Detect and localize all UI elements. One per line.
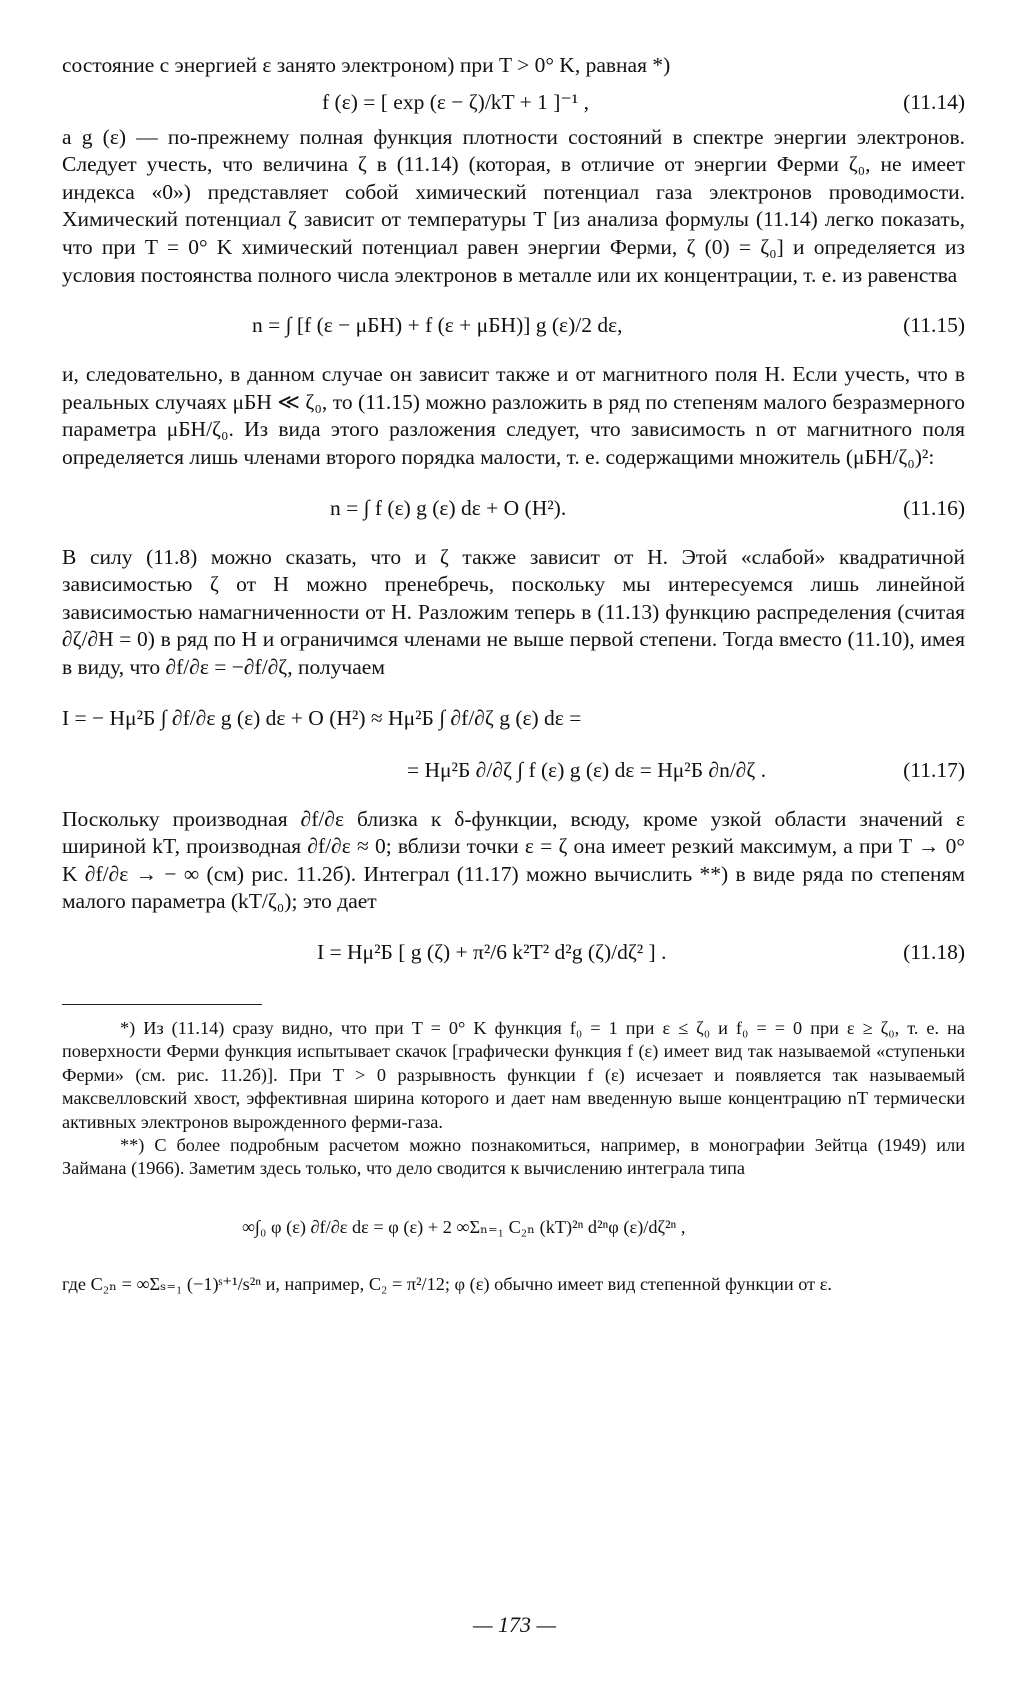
equation-11-17-line1 — [62, 692, 965, 744]
equation-body: I = − Hμ²Б ∫ ∂f/∂ε g (ε) dε + O (H²) ≈ Hμ²Б ∫ ∂f/∂ζ g (ε) dε = — [62, 705, 582, 730]
equation-11-17-line2 — [62, 744, 965, 796]
equation-11-16 — [62, 482, 965, 534]
footnote-2: **) С более подробным расчетом можно познакомиться, например, в монографии Зейтца (1949) или Займана (1966). Заметим здесь только, что дело сводится к вычислению интеграла типа — [62, 1134, 965, 1179]
footnote-1: *) Из (11.14) сразу видно, что при T = 0° K функция f₀ = 1 при ε ≤ ζ₀ и f₀ = = 0 при ε ≥ ζ₀, т. е. на поверхности Ферми функция испытывает скачок [графически функция f (ε) имеет вид так называемой «ступеньки Ферми» (см. рис. 11.2б)]. При T > 0 разрывность функции f (ε) исчезает и появляется так называемый максвелловский хвост, эффективная ширина которого и дает нам введенную выше концентрацию nT термически активных электронов вырожденного ферми-газа. — [62, 1017, 965, 1132]
page-number: — 173 — — [472, 1612, 557, 1637]
equation-11-15 — [62, 299, 965, 351]
paragraph: В силу (11.8) можно сказать, что и ζ также зависит от H. Этой «слабой» квадратичной зависимостью ζ от H можно пренебречь, поскольку мы интересуемся лишь линейной зависимостью намагниченности от H. Разложим теперь в (11.13) функцию распределения (считая ∂ζ/∂H = 0) в ряд по H и ограничимся членами не выше первой степени. Тогда вместо (11.10), имея в виду, что ∂f/∂ε = −∂f/∂ζ, получаем — [62, 544, 965, 679]
equation-number: (11.17) — [903, 757, 965, 782]
equation-11-14 — [62, 80, 965, 124]
equation-body: ∞∫₀ φ (ε) ∂f/∂ε dε = φ (ε) + 2 ∞Σₙ₌₁ C₂ₙ (kT)²ⁿ d²ⁿφ (ε)/dζ²ⁿ , — [242, 1216, 686, 1237]
equation-body: n = ∫ [f (ε − μБH) + f (ε + μБH)] g (ε)/2 dε, — [252, 313, 623, 338]
equation-11-18 — [62, 926, 965, 978]
paragraph: и, следовательно, в данном случае он зависит также и от магнитного поля H. Если учесть, что в реальных случаях μБH ≪ ζ₀, то (11.15) можно разложить в ряд по степеням малого безразмерного параметра μБH/ζ₀. Из вида этого разложения следует, что зависимость n от магнитного поля определяется лишь членами второго порядка малости, т. е. содержащими множитель (μБH/ζ₀)²: — [62, 362, 965, 469]
equation-number: (11.16) — [903, 495, 965, 520]
footnote-separator — [62, 1004, 262, 1005]
footnote-equation — [62, 1181, 965, 1273]
equation-body: I = Hμ²Б [ g (ζ) + π²/6 k²T² d²g (ζ)/dζ² ] . — [317, 939, 667, 964]
equation-body: = Hμ²Б ∂/∂ζ ∫ f (ε) g (ε) dε = Hμ²Б ∂n/∂ζ . — [407, 757, 767, 782]
paragraph: Поскольку производная ∂f/∂ε близка к δ-функции, всюду, кроме узкой области значений ε шириной kT, производная ∂f/∂ε ≈ 0; вблизи точки ε = ζ она имеет резкий максимум, а при T → 0° K ∂f/∂ε → − ∞ (см) рис. 11.2б). Интеграл (11.17) можно вычислить **) в виде ряда по степеням малого параметра (kT/ζ₀); это дает — [62, 806, 965, 914]
page-content — [62, 52, 965, 1296]
paragraph: а g (ε) — по-прежнему полная функция плотности состояний в спектре энергии электронов. Следует учесть, что величина ζ в (11.14) (которая, в отличие от энергии Ферми ζ₀, не имеет индекса «0») представляет собой химический потенциал газа электронов проводимости. Химический потенциал ζ зависит от температуры T [из анализа формулы (11.14) легко показать, что при T = 0° K химический потенциал равен энергии Ферми, ζ (0) = ζ₀] и определяется из условия постоянства полного числа электронов в металле или их концентрации, т. е. из равенства — [62, 124, 965, 287]
equation-number: (11.15) — [903, 313, 965, 338]
footnotes — [62, 1017, 965, 1296]
equation-number: (11.14) — [903, 89, 965, 114]
footnote-3: где C₂ₙ = ∞Σₛ₌₁ (−1)ˢ⁺¹/s²ⁿ и, например, C₂ = π²/12; φ (ε) обычно имеет вид степенной функции от ε. — [62, 1273, 832, 1294]
equation-body: n = ∫ f (ε) g (ε) dε + O (H²). — [330, 495, 567, 520]
equation-number: (11.18) — [903, 939, 965, 964]
paragraph: состояние с энергией ε занято электроном) при T > 0° K, равная *) — [62, 53, 671, 77]
equation-body: f (ε) = [ exp (ε − ζ)/kT + 1 ]⁻¹ , — [322, 89, 590, 114]
